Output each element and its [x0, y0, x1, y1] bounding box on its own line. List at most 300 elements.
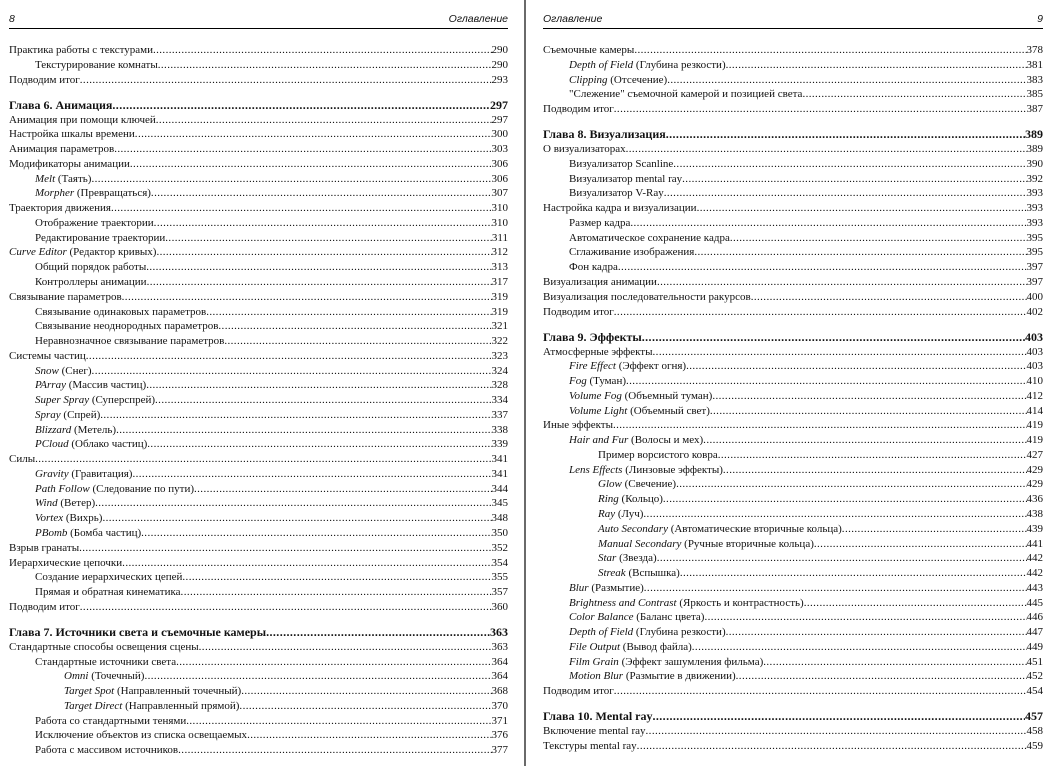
- toc-entry: [543, 260, 1043, 275]
- page-header: [543, 12, 1043, 29]
- toc-entry-text: Съемочные камеры: [543, 44, 635, 56]
- toc-entry-title: [598, 537, 814, 552]
- toc-entry-text: (Превращаться): [74, 187, 151, 200]
- toc-entry-italic-term: PCloud: [35, 438, 69, 451]
- toc-entry: [9, 260, 508, 275]
- page-number: 9: [1037, 13, 1043, 25]
- toc-page-number: 439: [1026, 522, 1043, 535]
- dot-leader: [181, 585, 492, 600]
- toc-page-number: 389: [1026, 143, 1043, 156]
- dot-leader: [224, 334, 491, 349]
- toc-entry-text: Подводим итог: [543, 685, 614, 698]
- toc-entry-title: [9, 452, 35, 467]
- toc-entry-title: [543, 275, 657, 290]
- toc-entry: [9, 245, 508, 260]
- toc-page-number: 290: [491, 58, 508, 71]
- toc-page-number: 458: [1026, 725, 1043, 738]
- toc-page-number: 451: [1026, 655, 1043, 668]
- toc-entry-text: Подводим итог: [543, 103, 614, 116]
- toc-entry-text: Визуализация последовательности ракурсов: [543, 290, 751, 303]
- toc-page-number: 442: [1026, 552, 1043, 565]
- toc-entry-title: [9, 349, 86, 364]
- toc-entry: [543, 655, 1043, 670]
- toc-entry-text: Настройка кадра и визуализации: [543, 202, 697, 215]
- toc-entry-title: [569, 216, 630, 231]
- dot-leader: [802, 87, 1026, 102]
- toc-entry-italic-term: Clipping: [569, 73, 608, 86]
- toc-entry-text: Стандартные источники света: [35, 655, 177, 668]
- toc-page-number: 392: [1026, 172, 1043, 185]
- toc-entry-text: (Суперспрей): [89, 394, 156, 407]
- dot-leader: [199, 640, 492, 655]
- dot-leader: [682, 172, 1026, 187]
- toc-entry-text: Пример ворсистого ковра: [598, 448, 718, 461]
- toc-entry-text: (Туман): [586, 375, 626, 388]
- toc-entry-text: Подводим итог: [9, 600, 80, 613]
- toc-page-number: 303: [491, 143, 508, 156]
- toc-page-number: 403: [1026, 345, 1043, 358]
- toc-page-number: 364: [491, 655, 508, 668]
- toc-page-number: 328: [491, 379, 508, 392]
- toc-entry: [9, 157, 508, 172]
- toc-entry-text: (Баланс цвета): [633, 611, 705, 624]
- toc-page-number: 410: [1026, 375, 1043, 388]
- toc-entry: [9, 275, 508, 290]
- dot-leader: [814, 537, 1027, 552]
- toc-entry-italic-term: Streak: [598, 567, 626, 580]
- toc-entry-italic-term: Path Follow: [35, 482, 90, 495]
- toc-entry-title: [9, 625, 266, 640]
- toc-page-number: 441: [1026, 537, 1043, 550]
- toc-entry-text: Подводим итог: [9, 73, 80, 86]
- dot-leader: [141, 526, 491, 541]
- toc-entry-text: (Вспышка): [625, 567, 680, 580]
- toc-entry-title: [35, 275, 147, 290]
- toc-entry: [543, 551, 1043, 566]
- toc-entry-italic-term: Snow: [35, 364, 59, 377]
- dot-leader: [673, 157, 1026, 172]
- running-title: Оглавление: [448, 13, 508, 25]
- dot-leader: [122, 290, 492, 305]
- dot-leader: [710, 404, 1027, 419]
- toc-entry-text: Иерархические цепочки: [9, 556, 123, 569]
- toc-page-number: 436: [1026, 493, 1043, 506]
- toc-entry: [9, 496, 508, 511]
- dot-leader: [657, 275, 1027, 290]
- dot-leader: [239, 699, 491, 714]
- toc-entry: [543, 581, 1043, 596]
- toc-page-number: 341: [491, 453, 508, 466]
- toc-entry-title: [64, 669, 144, 684]
- toc-entry-text: (Глубина резкости): [633, 626, 726, 639]
- dot-leader: [111, 201, 492, 216]
- toc-entry: [543, 463, 1043, 478]
- dot-leader: [178, 743, 491, 758]
- toc-page-number: 297: [491, 113, 508, 126]
- toc-entry-title: [35, 334, 224, 349]
- toc-entry: [9, 714, 508, 729]
- toc-entry-text: Системы частиц: [9, 349, 86, 362]
- toc-entry: [9, 113, 508, 128]
- toc-entry: [543, 43, 1043, 58]
- toc-entry: [9, 43, 508, 58]
- toc-entry-italic-term: Omni: [64, 670, 89, 683]
- toc-chapter-entry: [9, 625, 508, 640]
- toc-entry-title: [598, 551, 657, 566]
- toc-entry-text: Сглаживание изображения: [569, 246, 695, 259]
- dot-leader: [723, 463, 1027, 478]
- toc-entry-italic-term: Color Balance: [569, 611, 634, 624]
- dot-leader: [686, 359, 1026, 374]
- dot-leader: [680, 566, 1027, 581]
- toc-entry-title: [9, 640, 199, 655]
- toc-page-number: 310: [491, 216, 508, 229]
- toc-entry-text: (Метель): [71, 423, 117, 436]
- dot-leader: [266, 625, 490, 640]
- toc-entry-italic-term: Glow: [598, 478, 622, 491]
- toc-entry-title: [569, 58, 726, 73]
- toc-entry-title: [569, 157, 673, 172]
- dot-leader: [730, 231, 1027, 246]
- dot-leader: [663, 492, 1027, 507]
- toc-entry-title: [35, 364, 92, 379]
- toc-entry: [9, 437, 508, 452]
- toc-entry-text: Взрыв гранаты: [9, 541, 80, 554]
- toc-entry-title: [569, 669, 736, 684]
- toc-entry: [543, 596, 1043, 611]
- dot-leader: [147, 437, 491, 452]
- running-title: Оглавление: [543, 13, 603, 25]
- toc-entry-title: [598, 507, 643, 522]
- toc-entry-title: [35, 714, 186, 729]
- toc-entry-title: [35, 743, 178, 758]
- toc-entry: [9, 640, 508, 655]
- toc-entry: [543, 492, 1043, 507]
- dot-leader: [154, 216, 492, 231]
- toc-entry-text: Связывание параметров: [9, 290, 122, 303]
- dot-leader: [736, 669, 1027, 684]
- toc-entry-title: [9, 73, 80, 88]
- toc-entry-title: [35, 511, 102, 526]
- toc-entry: [543, 522, 1043, 537]
- toc-entry-title: [35, 728, 247, 743]
- toc-entry-title: [35, 172, 91, 187]
- toc-page-number: 419: [1026, 434, 1043, 447]
- toc-entry-text: Настройка шкалы времени: [9, 128, 135, 141]
- toc-entry: [543, 345, 1043, 360]
- toc-entry-text: (Направленный точечный): [114, 685, 242, 698]
- toc-entry-text: (Редактор кривых): [66, 246, 157, 259]
- toc-entry-text: Иные эффекты: [543, 419, 613, 432]
- toc-entry-title: [9, 541, 79, 556]
- toc-entry-text: Траектория движения: [9, 202, 111, 215]
- toc-page-number: 449: [1026, 640, 1043, 653]
- toc-page-number: 357: [491, 586, 508, 599]
- toc-page-number: 387: [1026, 103, 1043, 116]
- toc-entry-text: Визуализатор V-Ray: [569, 187, 664, 200]
- toc-entry-text: (Бомба частиц): [67, 527, 142, 539]
- toc-page-number: 429: [1026, 463, 1043, 476]
- toc-entry-title: [543, 739, 637, 754]
- toc-page-number: 363: [490, 625, 508, 640]
- toc-entry: [543, 73, 1043, 88]
- toc-page-number: 348: [491, 512, 508, 525]
- toc-page-number: 454: [1026, 685, 1043, 698]
- toc-entry: [9, 511, 508, 526]
- dot-leader: [804, 596, 1027, 611]
- toc-entry-italic-term: Lens Effects: [569, 463, 623, 476]
- toc-entry-title: [543, 142, 626, 157]
- toc-entry-title: [35, 216, 154, 231]
- toc-entry-text: Глава 9. Эффекты: [543, 329, 642, 344]
- toc-entry: [9, 467, 508, 482]
- toc-entry-title: [35, 260, 146, 275]
- toc-entry: [543, 245, 1043, 260]
- toc-entry: [543, 684, 1043, 699]
- toc-entry: [543, 87, 1043, 102]
- toc-entry: [543, 433, 1043, 448]
- toc-entry: [9, 216, 508, 231]
- toc-entry: [9, 231, 508, 246]
- dot-leader: [666, 127, 1025, 142]
- toc-page-number: 290: [491, 44, 508, 56]
- dot-leader: [726, 58, 1027, 73]
- toc-list: [543, 43, 1043, 754]
- toc-entry-text: (Кольцо): [618, 493, 663, 506]
- toc-entry-title: [598, 448, 718, 463]
- toc-entry-italic-term: Blizzard: [35, 423, 72, 436]
- dot-leader: [135, 127, 492, 142]
- toc-entry-title: [569, 389, 712, 404]
- toc-entry-title: [9, 245, 156, 260]
- dot-leader: [182, 570, 491, 585]
- toc-page-number: 337: [491, 408, 508, 421]
- toc-entry-italic-term: Volume Light: [569, 404, 628, 417]
- toc-entry-italic-term: Super Spray: [35, 394, 90, 407]
- toc-entry-text: (Облако частиц): [68, 438, 148, 451]
- toc-entry-text: (Спрей): [60, 408, 101, 421]
- toc-page-number: 457: [1025, 709, 1043, 724]
- toc-entry-title: [569, 374, 626, 389]
- toc-entry-title: [543, 201, 697, 216]
- toc-entry: [543, 58, 1043, 73]
- toc-entry: [543, 359, 1043, 374]
- toc-page-number: 402: [1026, 305, 1043, 318]
- toc-entry-text: (Снег): [58, 364, 92, 377]
- dot-leader: [652, 709, 1025, 724]
- toc-page-number: 338: [491, 423, 508, 436]
- dot-leader: [667, 73, 1026, 88]
- toc-entry: [543, 418, 1043, 433]
- toc-entry-title: [543, 43, 634, 58]
- toc-page-number: 360: [491, 600, 508, 613]
- toc-entry-text: Неравнозначное связывание параметров: [35, 335, 225, 348]
- toc-entry-text: Подводим итог: [543, 305, 614, 318]
- toc-page-number: 370: [491, 699, 508, 712]
- toc-entry-italic-term: Spray: [35, 408, 61, 421]
- toc-page-number: 438: [1026, 507, 1043, 520]
- toc-entry-text: Работа со стандартными тенями: [35, 714, 187, 727]
- toc-entry-title: [569, 404, 710, 419]
- toc-entry-title: [35, 585, 181, 600]
- toc-page-number: 312: [491, 246, 508, 259]
- toc-entry-text: Работа с массивом источников: [35, 744, 179, 757]
- toc-entry-title: [9, 157, 130, 172]
- toc-entry: [543, 566, 1043, 581]
- dot-leader: [218, 319, 491, 334]
- toc-entry-text: Глава 6. Анимация: [9, 97, 113, 112]
- dot-leader: [165, 231, 492, 246]
- toc-page-number: 319: [491, 305, 508, 318]
- toc-page-number: 403: [1025, 329, 1043, 344]
- toc-chapter-entry: [543, 709, 1043, 724]
- toc-entry-title: [35, 408, 100, 423]
- toc-entry: [543, 172, 1043, 187]
- dot-leader: [692, 640, 1027, 655]
- dot-leader: [100, 408, 491, 423]
- toc-entry-italic-term: Fire Effect: [569, 360, 616, 373]
- dot-leader: [151, 186, 492, 201]
- dot-leader: [241, 684, 491, 699]
- toc-entry-title: [35, 526, 141, 541]
- toc-page-number: 446: [1026, 611, 1043, 624]
- toc-entry-title: [9, 556, 122, 571]
- toc-entry-text: Анимация параметров: [9, 143, 115, 156]
- toc-entry-title: [569, 463, 723, 478]
- toc-entry-title: [35, 58, 158, 73]
- toc-entry: [9, 378, 508, 393]
- toc-entry-text: Связывание одинаковых параметров: [35, 305, 207, 318]
- dot-leader: [712, 389, 1026, 404]
- toc-entry: [9, 305, 508, 320]
- toc-entry-text: Глава 7. Источники света и съемочные камеры: [9, 625, 267, 640]
- toc-entry-italic-term: Target Spot: [64, 685, 115, 698]
- toc-entry-text: Общий порядок работы: [35, 261, 147, 274]
- toc-entry-title: [569, 610, 704, 625]
- toc-entry-italic-term: Fog: [569, 375, 587, 388]
- toc-entry-title: [569, 87, 802, 102]
- toc-entry-italic-term: Star: [598, 552, 617, 565]
- toc-entry-italic-term: Target Direct: [64, 699, 123, 712]
- book-spine: [524, 0, 526, 766]
- toc-entry-text: (Объемный свет): [627, 404, 710, 417]
- toc-entry-title: [569, 359, 686, 374]
- toc-page-number: 324: [491, 364, 508, 377]
- toc-entry-title: [543, 709, 652, 724]
- toc-entry-italic-term: PArray: [35, 379, 66, 392]
- toc-entry: [9, 655, 508, 670]
- toc-entry-title: [35, 305, 206, 320]
- dot-leader: [637, 739, 1027, 754]
- toc-page-number: 317: [491, 275, 508, 288]
- toc-entry-text: (Отсечение): [607, 73, 668, 86]
- dot-leader: [176, 655, 491, 670]
- toc-entry-title: [569, 655, 763, 670]
- toc-entry-title: [569, 245, 694, 260]
- toc-entry: [9, 600, 508, 615]
- toc-entry-text: (Объемный туман): [621, 389, 713, 402]
- toc-entry: [543, 374, 1043, 389]
- toc-entry: [9, 142, 508, 157]
- toc-entry: [9, 669, 508, 684]
- toc-entry-italic-term: Melt: [35, 172, 56, 185]
- toc-entry: [9, 541, 508, 556]
- toc-page-number: 306: [491, 172, 508, 185]
- toc-entry-text: Прямая и обратная кинематика: [35, 586, 181, 599]
- toc-entry-title: [569, 260, 618, 275]
- toc-page-number: 383: [1026, 73, 1043, 86]
- toc-entry-text: (Размытие): [588, 581, 644, 594]
- toc-entry: [543, 157, 1043, 172]
- toc-entry-text: (Глубина резкости): [633, 58, 726, 71]
- toc-page-number: 445: [1026, 596, 1043, 609]
- toc-entry-text: О визуализаторах: [543, 143, 626, 156]
- toc-entry-italic-term: Manual Secondary: [598, 537, 682, 550]
- dot-leader: [751, 290, 1027, 305]
- dot-leader: [644, 581, 1027, 596]
- toc-entry-text: Контроллеры анимации: [35, 275, 147, 288]
- toc-entry-text: Глава 8. Визуализация: [543, 127, 666, 142]
- toc-page-number: 355: [491, 571, 508, 584]
- toc-entry-text: (Звезда): [616, 552, 657, 565]
- toc-page-number: 427: [1026, 448, 1043, 461]
- toc-entry-title: [64, 684, 241, 699]
- toc-entry: [543, 275, 1043, 290]
- toc-page-number: 319: [491, 290, 508, 303]
- toc-entry-italic-term: Blur: [569, 581, 589, 594]
- dot-leader: [646, 724, 1027, 739]
- toc-entry-title: [569, 581, 644, 596]
- toc-entry: [9, 364, 508, 379]
- toc-entry-text: "Слежение" съемочной камерой и позицией света: [569, 88, 803, 101]
- toc-page-number: 403: [1026, 360, 1043, 373]
- toc-entry: [9, 290, 508, 305]
- toc-entry-title: [543, 418, 613, 433]
- toc-entry: [9, 349, 508, 364]
- toc-page-number: 321: [491, 320, 508, 333]
- toc-entry-italic-term: PBomb: [35, 527, 68, 539]
- toc-page-number: 350: [491, 527, 508, 539]
- toc-page-number: 345: [491, 497, 508, 510]
- toc-page-number: 313: [491, 261, 508, 274]
- toc-entry-title: [35, 467, 132, 482]
- toc-entry-italic-term: Depth of Field: [569, 626, 634, 639]
- dot-leader: [155, 393, 491, 408]
- dot-leader: [156, 245, 491, 260]
- dot-leader: [626, 142, 1027, 157]
- dot-leader: [112, 98, 490, 113]
- toc-entry-italic-term: Ring: [598, 493, 619, 506]
- dot-leader: [657, 551, 1027, 566]
- toc-page-number: 385: [1026, 88, 1043, 101]
- toc-page-number: 412: [1026, 389, 1043, 402]
- toc-entry-italic-term: Wind: [35, 497, 58, 510]
- toc-entry-italic-term: Curve Editor: [9, 246, 67, 259]
- toc-entry-italic-term: Brightness and Contrast: [569, 596, 677, 609]
- toc-page-number: 334: [491, 394, 508, 407]
- toc-entry: [9, 172, 508, 187]
- dot-leader: [842, 522, 1027, 537]
- toc-entry-text: Создание иерархических цепей: [35, 571, 183, 584]
- toc-entry: [543, 142, 1043, 157]
- toc-entry: [543, 389, 1043, 404]
- toc-entry-title: [35, 570, 182, 585]
- dot-leader: [91, 172, 491, 187]
- toc-page-number: 389: [1025, 127, 1043, 142]
- toc-entry-text: (Автоматические вторичные кольца): [667, 522, 842, 535]
- dot-leader: [147, 275, 492, 290]
- toc-page-number: 307: [491, 187, 508, 200]
